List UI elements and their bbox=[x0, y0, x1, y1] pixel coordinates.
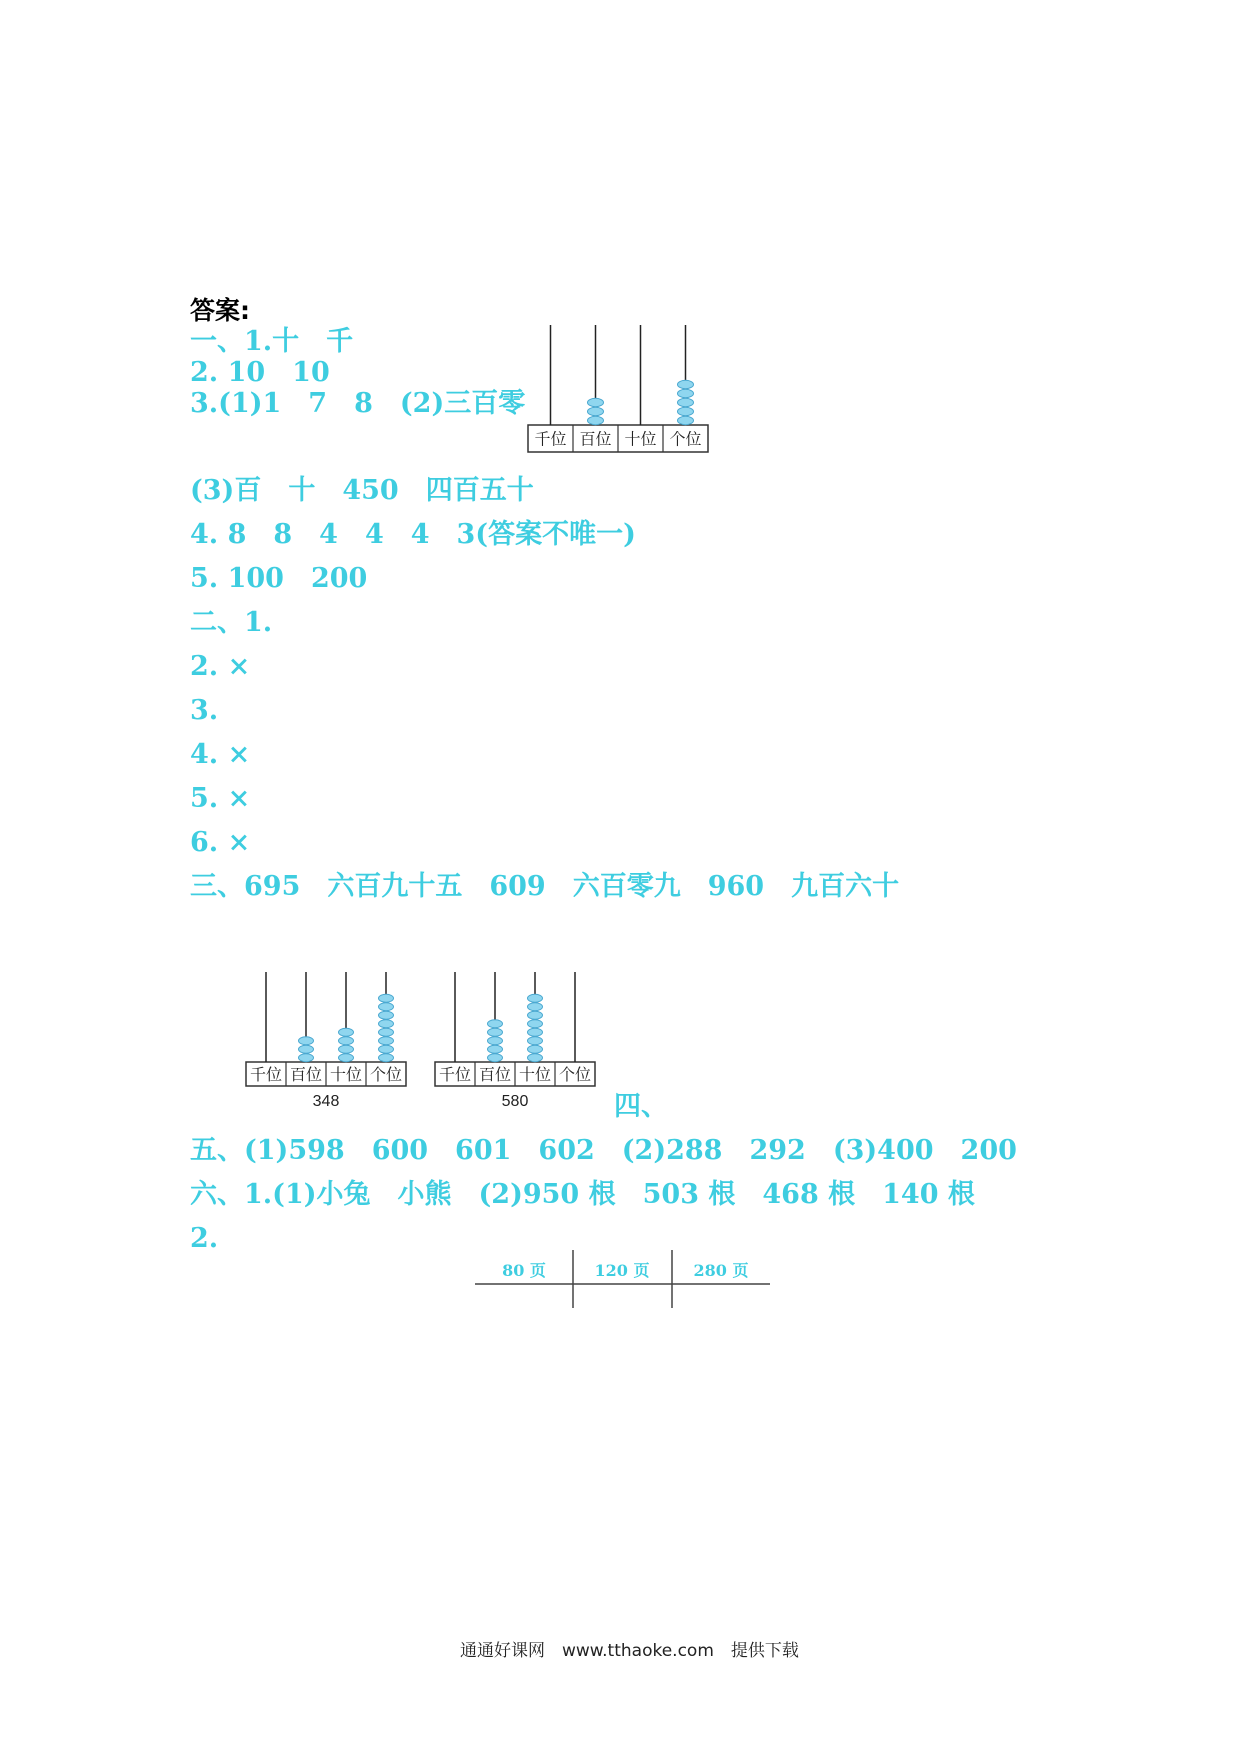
abacus-1 bbox=[528, 325, 718, 455]
abacus-bead bbox=[528, 1011, 543, 1019]
abacus-bead bbox=[379, 1028, 394, 1036]
abacus-bead bbox=[339, 1037, 354, 1045]
abacus-bead bbox=[488, 1037, 503, 1045]
abacus-bead bbox=[339, 1045, 354, 1053]
answer-line-1: 一、1.十 千 bbox=[190, 326, 354, 357]
pages-cell-3: 280 页 bbox=[693, 1261, 749, 1280]
abacus-bead bbox=[528, 1037, 543, 1045]
place-label: 个位 bbox=[369, 1065, 403, 1084]
abacus-bead bbox=[379, 1054, 394, 1062]
abacus-bead bbox=[678, 389, 694, 397]
answer-line-17: 2. bbox=[190, 1223, 219, 1254]
abacus-bead bbox=[678, 398, 694, 406]
abacus-bead bbox=[379, 994, 394, 1002]
abacus-bead bbox=[488, 1045, 503, 1053]
answer-line-10: 4. × bbox=[190, 739, 251, 770]
abacus-3 bbox=[435, 972, 595, 1112]
place-label: 十位 bbox=[518, 1065, 552, 1084]
answer-line-8: 2. × bbox=[190, 651, 251, 682]
answer-line-13: 三、695 六百九十五 609 六百零九 960 九百六十 bbox=[190, 871, 900, 902]
abacus-bead bbox=[528, 1045, 543, 1053]
place-label: 十位 bbox=[329, 1065, 363, 1084]
answer-line-3: 3.(1)1 7 8 (2)三百零 bbox=[190, 388, 526, 419]
abacus-bead bbox=[588, 407, 604, 415]
answer-line-9: 3. bbox=[190, 695, 219, 726]
answer-line-2: 2. 10 10 bbox=[190, 357, 330, 388]
abacus-bead bbox=[299, 1054, 314, 1062]
answer-line-14: 四、 bbox=[614, 1091, 668, 1122]
answer-line-4: (3)百 十 450 四百五十 bbox=[190, 475, 534, 506]
place-label: 个位 bbox=[558, 1065, 592, 1084]
place-label: 千位 bbox=[249, 1065, 283, 1084]
abacus-bead bbox=[379, 1003, 394, 1011]
abacus-bead bbox=[299, 1037, 314, 1045]
place-label: 百位 bbox=[579, 429, 612, 449]
abacus-bead bbox=[299, 1045, 314, 1053]
abacus-bead bbox=[379, 1020, 394, 1028]
answer-line-6: 5. 100 200 bbox=[190, 563, 368, 594]
answer-line-15: 五、(1)598 600 601 602 (2)288 292 (3)400 200 bbox=[190, 1135, 1017, 1166]
abacus-bead bbox=[678, 416, 694, 424]
answer-heading: 答案: bbox=[190, 296, 250, 325]
place-label: 千位 bbox=[534, 429, 567, 449]
abacus-bead bbox=[528, 1054, 543, 1062]
pages-table bbox=[475, 1250, 775, 1310]
pages-cell-1: 80 页 bbox=[502, 1261, 546, 1280]
abacus-bead bbox=[488, 1028, 503, 1036]
abacus-caption: 348 bbox=[312, 1093, 340, 1110]
answer-line-16: 六、1.(1)小兔 小熊 (2)950 根 503 根 468 根 140 根 bbox=[190, 1179, 975, 1210]
abacus-bead bbox=[678, 380, 694, 388]
abacus-caption: 580 bbox=[501, 1093, 529, 1110]
abacus-2 bbox=[246, 972, 406, 1112]
pages-cell-2: 120 页 bbox=[594, 1261, 650, 1280]
abacus-bead bbox=[488, 1020, 503, 1028]
abacus-bead bbox=[528, 1020, 543, 1028]
abacus-bead bbox=[528, 994, 543, 1002]
abacus-bead bbox=[588, 398, 604, 406]
footer-credit: 通通好课网 www.tthaoke.com 提供下载 bbox=[460, 1641, 799, 1661]
place-label: 百位 bbox=[478, 1065, 512, 1084]
place-label: 个位 bbox=[669, 429, 702, 449]
abacus-bead bbox=[379, 1011, 394, 1019]
abacus-bead bbox=[588, 416, 604, 424]
abacus-bead bbox=[379, 1037, 394, 1045]
answer-line-12: 6. × bbox=[190, 827, 251, 858]
abacus-bead bbox=[339, 1028, 354, 1036]
abacus-bead bbox=[678, 407, 694, 415]
abacus-bead bbox=[488, 1054, 503, 1062]
abacus-bead bbox=[339, 1054, 354, 1062]
abacus-bead bbox=[379, 1045, 394, 1053]
answer-line-5: 4. 8 8 4 4 4 3(答案不唯一) bbox=[190, 519, 636, 550]
answer-line-11: 5. × bbox=[190, 783, 251, 814]
abacus-bead bbox=[528, 1028, 543, 1036]
place-label: 百位 bbox=[289, 1065, 323, 1084]
place-label: 千位 bbox=[438, 1065, 472, 1084]
place-label: 十位 bbox=[624, 429, 657, 449]
abacus-bead bbox=[528, 1003, 543, 1011]
answer-line-7: 二、1. bbox=[190, 607, 273, 638]
